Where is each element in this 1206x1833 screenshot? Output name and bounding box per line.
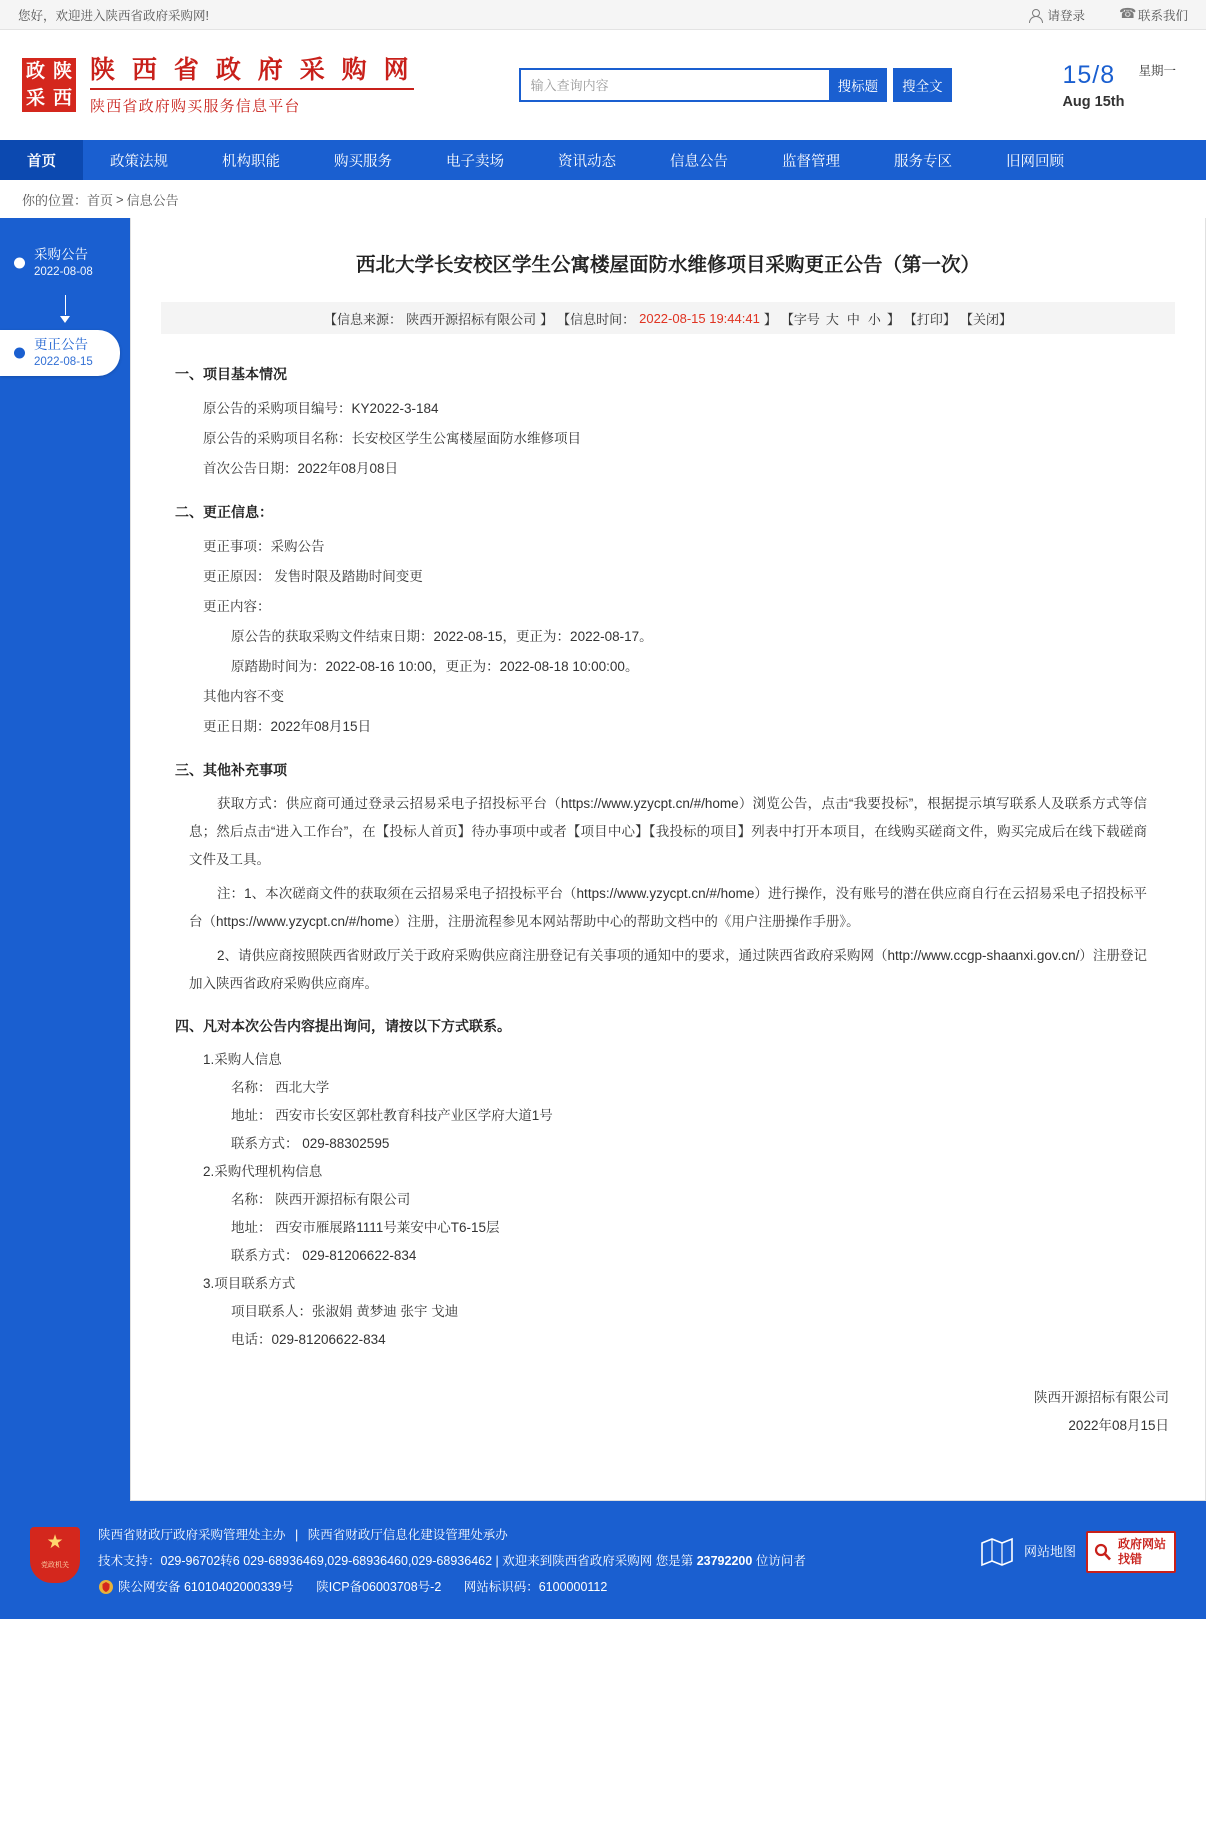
timeline-node-correction[interactable]: [0, 330, 120, 376]
nav-item-old-site[interactable]: 旧网回顾: [1006, 153, 1064, 170]
timeline-dot-active-icon: [14, 348, 25, 359]
footer-icon-group: [980, 1523, 1176, 1573]
footer-sep-1: |: [295, 1528, 299, 1542]
search-input[interactable]: [519, 68, 829, 102]
date-english: Aug 15th: [1062, 93, 1125, 110]
timeline-arrow-icon: [0, 288, 130, 330]
site-map-icon[interactable]: [980, 1537, 1014, 1567]
user-icon: [1028, 8, 1042, 22]
breadcrumb: [0, 180, 1206, 218]
document-meta-bar: [161, 302, 1175, 334]
footer-line-2: [98, 1549, 962, 1573]
meta-font-tail: 】: [886, 311, 900, 327]
section-3-para-0: 获取方式：供应商可通过登录云招易采电子招投标平台（https://www.yzycpt.cn/#/home）浏览公告，点击“我要投标”，根据提示填写联系人及联系方式等信息；然后点击“进入工作台”，在【投标人首页】待办事项中或者【项目中心】【我投标的项目】列表中打开本项目，在线购买磋商文件，购买完成后在线下载磋商文件及工具。: [189, 796, 1147, 867]
footer-org-a: 陕西省财政厅政府采购管理处主办: [98, 1528, 286, 1542]
login-link[interactable]: [1028, 6, 1085, 24]
section-1-line-0: 原公告的采购项目编号：KY2022-3-184: [203, 401, 439, 416]
contact-group-2-item-1: 电话：029-81206622-834: [231, 1332, 386, 1347]
date-month: 8: [1100, 60, 1116, 89]
meta-time-tail: 】: [763, 311, 777, 327]
footer-sep-2: [300, 1575, 310, 1599]
timeline-dot-icon: [14, 258, 25, 269]
top-utility-bar: [0, 0, 1206, 30]
nav-item-functions[interactable]: 机构职能: [222, 153, 280, 170]
police-badge-icon: [98, 1579, 114, 1595]
date-separator: /: [1092, 60, 1101, 89]
contact-group-0-item-1: 地址： 西安市长安区郭杜教育科技产业区学府大道1号: [231, 1108, 553, 1123]
footer-sep-3: [447, 1575, 457, 1599]
breadcrumb-separator: >: [116, 191, 124, 207]
contact-group-0-title: 1.采购人信息: [203, 1052, 282, 1067]
site-title: 陕 西 省 政 府 采 购 网: [90, 55, 414, 90]
weekday-text: 星期一: [1138, 63, 1176, 78]
footer-line-3: [98, 1575, 962, 1599]
nav-item-service-zone[interactable]: 服务专区: [894, 153, 952, 170]
phone-icon: [1119, 8, 1133, 22]
section-2-line-1: 更正原因： 发售时限及踏勘时间变更: [203, 569, 423, 584]
timeline-node-procurement[interactable]: [0, 240, 130, 286]
footer-line-1: [98, 1523, 962, 1547]
timeline-node-date: 2022-08-08: [34, 266, 93, 278]
gov-badge-line-2: 找错: [1117, 1552, 1142, 1566]
timeline-node-title-active: 更正公告: [34, 337, 88, 352]
logo-char-0: 政: [25, 60, 45, 82]
contact-group-2-title: 3.项目联系方式: [203, 1276, 296, 1291]
font-size-large-button[interactable]: 大: [825, 311, 839, 327]
site-header: [0, 30, 1206, 140]
login-label: 请登录: [1047, 8, 1085, 23]
footer-visit-count: 23792200: [696, 1554, 753, 1568]
section-2-tail-0: 其他内容不变: [203, 689, 284, 704]
section-2-tail-1: 更正日期：2022年08月15日: [203, 719, 372, 734]
search-area: [519, 68, 952, 102]
meta-source-label: 【信息来源：: [324, 311, 403, 327]
section-4-heading: 四、凡对本次公告内容提出询问，请按以下方式联系。: [175, 1018, 511, 1034]
meta-time-label: 【信息时间：: [557, 311, 636, 327]
police-record-link[interactable]: 陕公网安备 61010402000339号: [118, 1580, 294, 1594]
nav-item-news[interactable]: 资讯动态: [558, 153, 616, 170]
emblem-star-icon: ★: [46, 1531, 64, 1553]
breadcrumb-home[interactable]: 首页: [87, 192, 114, 208]
close-button[interactable]: 【关闭】: [959, 311, 1012, 327]
font-size-medium-button[interactable]: 中: [846, 311, 860, 327]
contact-group-1-title: 2.采购代理机构信息: [203, 1164, 323, 1179]
print-button[interactable]: 【打印】: [903, 311, 956, 327]
section-3-heading: 三、其他补充事项: [175, 762, 287, 778]
meta-time: 2022-08-15 19:44:41: [639, 310, 760, 326]
section-2-line-0: 更正事项：采购公告: [203, 539, 325, 554]
breadcrumb-prefix: 你的位置：: [22, 192, 88, 208]
contact-group-0-item-2: 联系方式： 029-88302595: [231, 1136, 390, 1151]
footer-text-block: [98, 1523, 962, 1601]
timeline-node-title: 采购公告: [34, 247, 88, 262]
nav-item-policies[interactable]: 政策法规: [110, 153, 168, 170]
page-title: 西北大学长安校区学生公寓楼屋面防水维修项目采购更正公告（第一次）: [355, 253, 980, 276]
contact-group-0-item-0: 名称： 西北大学: [231, 1080, 330, 1095]
contact-link[interactable]: [1119, 6, 1188, 24]
contact-group-1-item-0: 名称： 陕西开源招标有限公司: [231, 1192, 411, 1207]
site-identifier: 网站标识码：6100000112: [463, 1580, 608, 1594]
nav-item-purchase-service[interactable]: 购买服务: [334, 153, 392, 170]
emblem-text: 党政机关: [41, 1561, 69, 1569]
search-fulltext-button[interactable]: 搜全文: [893, 68, 952, 102]
meta-source-tail: 】: [540, 311, 554, 327]
site-footer: [0, 1501, 1206, 1619]
content-area: [0, 218, 1206, 1501]
government-emblem-icon: [30, 1527, 80, 1583]
logo-char-1: 陕: [52, 60, 72, 82]
nav-item-supervision[interactable]: 监督管理: [782, 153, 840, 170]
section-2-line-2: 更正内容：: [203, 599, 271, 614]
contact-group-1-item-1: 地址： 西安市雁展路1111号莱安中心T6-15层: [231, 1220, 500, 1235]
icp-record-link[interactable]: 陕ICP备06003708号-2: [316, 1580, 442, 1594]
section-3-para-1: 注：1、本次磋商文件的获取须在云招易采电子招投标平台（https://www.yzycpt.cn/#/home）进行操作，没有账号的潜在供应商自行在云招易采电子招投标平台（https://www.yzycpt.cn/#/home）注册，注册流程参见本网站帮助中心的帮助文档中的《用户注册操作手册》。: [189, 886, 1147, 929]
gov-site-error-badge[interactable]: [1086, 1531, 1176, 1573]
contact-group-1-item-2: 联系方式： 029-81206622-834: [231, 1248, 417, 1263]
section-1-heading: 一、项目基本情况: [175, 366, 287, 382]
section-1-line-2: 首次公告日期：2022年08月08日: [203, 461, 399, 476]
magnifier-icon: [1094, 1543, 1112, 1561]
site-map-label[interactable]: 网站地图: [1023, 1544, 1076, 1559]
footer-visit-tail: 位访问者: [755, 1554, 806, 1568]
nav-item-emarket[interactable]: 电子卖场: [446, 153, 504, 170]
nav-item-announcements[interactable]: 信息公告: [670, 153, 728, 170]
section-3-para-2: 2、请供应商按照陕西省财政厅关于政府采购供应商注册登记有关事项的通知中的要求，通过陕西省政府采购网（http://www.ccgp-shaanxi.gov.cn/）注册登记加入陕西省政府采购供应商库。: [189, 948, 1147, 991]
font-size-small-button[interactable]: 小: [867, 311, 881, 327]
date-day: 15: [1062, 60, 1093, 89]
breadcrumb-current[interactable]: 信息公告: [126, 192, 179, 208]
contact-group-2-item-0: 项目联系人：张淑娟 黄梦迪 张宇 戈迪: [231, 1304, 459, 1319]
section-1-line-1: 原公告的采购项目名称：长安校区学生公寓楼屋面防水维修项目: [203, 431, 581, 446]
meta-font-label: 【字号: [780, 311, 820, 327]
section-2-detail-1: 原踏勘时间为：2022-08-16 10:00，更正为：2022-08-18 10:00:00。: [231, 659, 639, 674]
timeline-rail: [0, 218, 130, 1501]
logo-char-3: 西: [52, 87, 72, 109]
signature-block: [161, 1384, 1175, 1440]
main-nav: [0, 140, 1206, 180]
signature-date: 2022年08月15日: [1068, 1418, 1169, 1433]
site-subtitle: 陕西省政府购买服务信息平台: [90, 97, 301, 115]
document-panel: [130, 218, 1206, 1501]
timeline-node-date-active: 2022-08-15: [34, 356, 93, 368]
date-widget: [1062, 61, 1184, 110]
date-numeric: [1062, 61, 1124, 90]
logo-mark-icon: [22, 58, 76, 112]
gov-badge-line-1: 政府网站: [1117, 1537, 1166, 1551]
logo-char-2: 采: [25, 87, 45, 109]
meta-source: 陕西开源招标有限公司: [406, 311, 537, 327]
nav-item-home[interactable]: 首页: [0, 140, 83, 180]
site-logo[interactable]: [22, 55, 414, 116]
contact-label: 联系我们: [1137, 8, 1188, 23]
footer-org-b: 陕西省财政厅信息化建设管理处承办: [307, 1528, 508, 1542]
welcome-text: 您好，欢迎进入陕西省政府采购网!: [18, 8, 209, 23]
footer-support: 技术支持：029-96702转6 029-68936469,029-68936460,029-68936462 | 欢迎来到陕西省政府采购网 您是第: [98, 1554, 694, 1568]
signature-org: 陕西开源招标有限公司: [1034, 1390, 1169, 1405]
section-2-detail-0: 原公告的获取采购文件结束日期：2022-08-15，更正为：2022-08-17。: [231, 629, 653, 644]
search-title-button[interactable]: 搜标题: [829, 68, 888, 102]
section-2-heading: 二、更正信息：: [175, 504, 273, 520]
weekday-label: [1138, 61, 1176, 80]
